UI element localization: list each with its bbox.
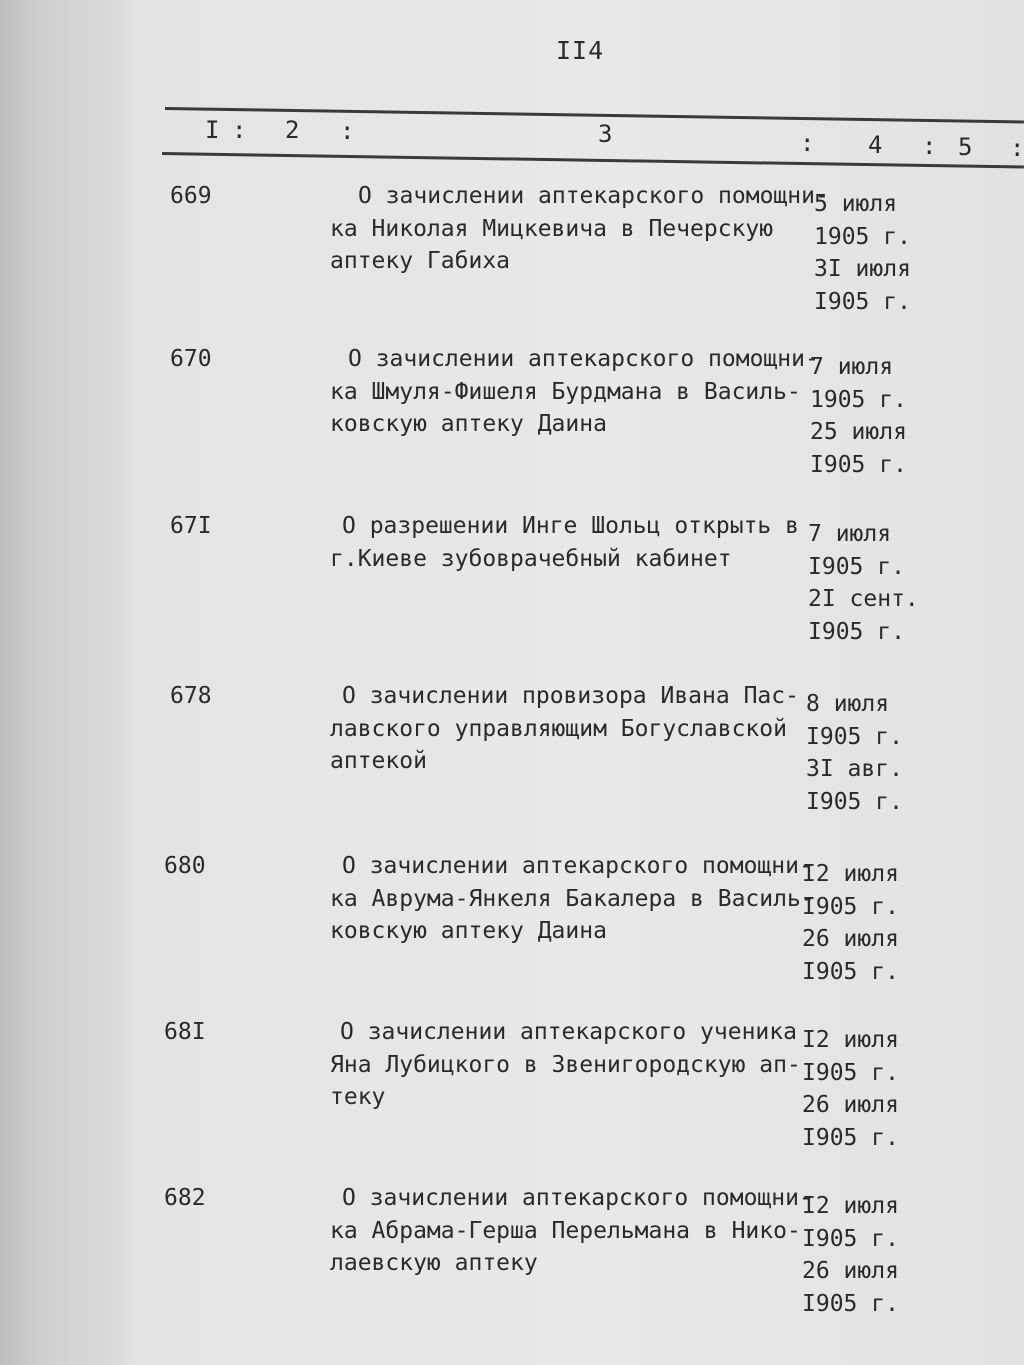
entry-number: 670 bbox=[170, 346, 212, 372]
date-start-day: I2 июля bbox=[802, 861, 899, 887]
entry-number: 682 bbox=[164, 1185, 206, 1211]
date-end-day: 2I сент. bbox=[808, 586, 919, 612]
description-line: О зачислении провизора Ивана Пас- bbox=[342, 683, 799, 709]
date-end-day: 26 июля bbox=[802, 926, 899, 952]
column-separator: : bbox=[232, 116, 247, 144]
description-line: О зачислении аптекарского помощни- bbox=[342, 853, 813, 879]
date-start-year: I905 г. bbox=[802, 1059, 899, 1086]
date-start-day: 7 июля bbox=[808, 521, 892, 547]
date-end-year: I905 г. bbox=[802, 1124, 899, 1151]
entry-dates bbox=[802, 1024, 922, 1154]
description-line: ка Аврума-Янкеля Бакалера в Василь- bbox=[330, 885, 815, 912]
date-start-year: 1905 г. bbox=[814, 223, 911, 250]
description-line: ковскую аптеку Даина bbox=[330, 411, 607, 437]
date-end-day: 26 июля bbox=[802, 1258, 899, 1284]
column-header-3: 3 bbox=[598, 120, 613, 148]
date-start-day: 8 июля bbox=[806, 691, 890, 717]
entry-description bbox=[330, 850, 815, 948]
entry-number: 669 bbox=[170, 183, 212, 209]
column-header-1: I bbox=[205, 116, 220, 144]
date-end-year: I905 г. bbox=[802, 1290, 899, 1317]
description-line: лавского управляющим Богуславской bbox=[330, 715, 787, 742]
date-start-day: 7 июля bbox=[810, 354, 894, 380]
entry-number: 678 bbox=[170, 683, 212, 709]
date-end-year: I905 г. bbox=[808, 618, 905, 645]
date-end-year: I905 г. bbox=[810, 451, 907, 478]
entry-dates bbox=[808, 518, 928, 648]
entry-description bbox=[330, 180, 829, 278]
date-start-year: 1905 г. bbox=[810, 386, 907, 413]
date-start-year: I905 г. bbox=[808, 553, 905, 580]
column-separator: : bbox=[922, 132, 937, 160]
entry-dates bbox=[814, 188, 934, 318]
description-line: лаевскую аптеку bbox=[330, 1250, 538, 1276]
entry-number: 68I bbox=[164, 1019, 206, 1045]
entry-dates bbox=[802, 1190, 922, 1320]
description-line: О разрешении Инге Шольц открыть в bbox=[342, 513, 799, 539]
date-start-day: 5 июля bbox=[814, 191, 898, 217]
description-line: теку bbox=[330, 1084, 386, 1110]
date-end-year: I905 г. bbox=[802, 958, 899, 985]
description-line: О зачислении аптекарского помощни- bbox=[342, 1185, 813, 1211]
entry-description bbox=[330, 510, 810, 575]
date-end-day: 3I авг. bbox=[806, 756, 903, 782]
entry-number: 680 bbox=[164, 853, 206, 879]
date-end-year: I905 г. bbox=[806, 788, 903, 815]
date-end-day: 3I июля bbox=[814, 256, 911, 282]
description-line: ка Николая Мицкевича в Печерскую bbox=[330, 215, 774, 242]
description-line: г.Киеве зубоврачебный кабинет bbox=[330, 545, 732, 572]
date-start-day: I2 июля bbox=[802, 1027, 899, 1053]
entry-description bbox=[330, 680, 810, 778]
description-line: аптекой bbox=[330, 748, 427, 774]
description-line: ка Шмуля-Фишеля Бурдмана в Василь- bbox=[330, 378, 801, 405]
entry-description bbox=[330, 1182, 813, 1280]
entry-number: 67I bbox=[170, 513, 212, 539]
date-end-day: 25 июля bbox=[810, 419, 907, 445]
description-line: О зачислении аптекарского ученика bbox=[340, 1019, 797, 1045]
entry-dates bbox=[802, 858, 922, 988]
column-separator: : bbox=[800, 129, 815, 157]
entry-dates bbox=[806, 688, 926, 818]
column-header-4: 4 bbox=[868, 131, 883, 159]
date-start-year: I905 г. bbox=[802, 1225, 899, 1252]
description-line: аптеку Габиха bbox=[330, 248, 511, 274]
column-separator: : bbox=[340, 117, 355, 145]
date-end-day: 26 июля bbox=[802, 1092, 899, 1118]
header-rule-bottom bbox=[162, 152, 1024, 169]
date-start-day: I2 июля bbox=[802, 1193, 899, 1219]
column-header-5: 5 bbox=[958, 133, 973, 161]
column-separator: : bbox=[1010, 134, 1024, 162]
description-line: ковскую аптеку Даина bbox=[330, 918, 607, 944]
description-line: Яна Лубицкого в Звенигородскую ап- bbox=[330, 1051, 801, 1078]
date-end-year: I905 г. bbox=[814, 288, 911, 315]
date-start-year: I905 г. bbox=[806, 723, 903, 750]
column-header-2: 2 bbox=[285, 116, 300, 144]
description-line: ка Абрама-Герша Перельмана в Нико- bbox=[330, 1217, 801, 1244]
description-line: О зачислении аптекарского помощни- bbox=[358, 183, 829, 209]
date-start-year: I905 г. bbox=[802, 893, 899, 920]
entry-description bbox=[330, 343, 819, 441]
page-number: II4 bbox=[556, 36, 605, 65]
description-line: О зачислении аптекарского помощни- bbox=[348, 346, 819, 372]
binding-gutter bbox=[0, 0, 132, 1365]
entry-dates bbox=[810, 351, 930, 481]
entry-description bbox=[330, 1016, 810, 1114]
